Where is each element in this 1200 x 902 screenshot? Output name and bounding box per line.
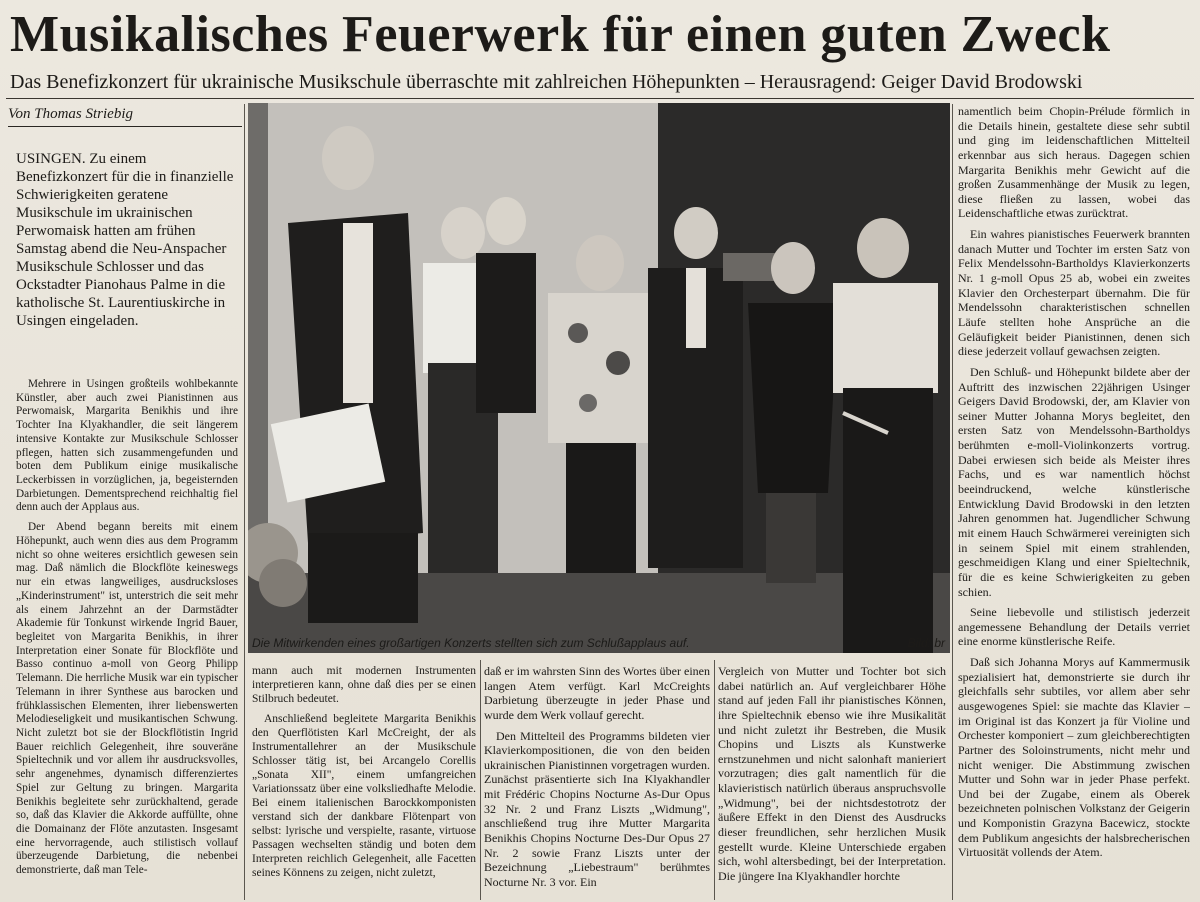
- column-divider: [480, 660, 481, 900]
- column-2-paragraph: Anschließend begleitete Margarita Benikhis den Querflötisten Karl McCreight, der als Instrumentallehrer an der Musikschule Schlosser tätig ist, bei Arcangelo Corellis „Sonata XII", einem umfangreichen Variationssatz über eine volksliedhafte Melodie. Bei einem italienischen Barockkomponisten verstand sich der dankbare Flötenpart von selbst: lyrische und verspielte, rasante, virtuose Passagen wechselten ständig und boten dem Interpreten reichlich Gelegenheit, alle Facetten seines Könnens zu zeigen, nicht zuletzt,: [252, 713, 476, 880]
- column-5-paragraph: Daß sich Johanna Morys auf Kammermusik spezialisiert hat, demonstrierte sie durch ihr gleichfalls sehr subtiles, vor allem aber sehr ausgewogenes Spiel: sie machte das Klavier – im Original ist das Konzert ja für Violine und Orchester komponiert – zum gleichberechtigten Partner des Soloinstruments, nicht mehr und nicht weniger. Die Abstimmung zwischen Mutter und Sohn war in jeder Phase perfekt. Und bei der Zugabe, einem als Oberek bezeichneten polnischen Volkstanz der Geigerin und Komponistin Grazyna Bacewicz, stockte dem Publikum angesichts der halsbrecherischen Virtuosität vollends der Atem.: [958, 655, 1190, 860]
- column-5-paragraph: Den Schluß- und Höhepunkt bildete aber der Auftritt des inzwischen 22jährigen Usinger Geigers David Brodowski, der, am Klavier von seiner Mutter Johanna Morys begleitet, den ersten Satz von Mendelssohn-Bartholdys berühmten e-moll-Violinkonzerts vortrug. Dabei erwiesen sich beide als Meister ihres Fachs, und es war namentlich höchst beeindruckend, welche künstlerische Entwicklung David Brodowski in den letzten Jahren genommen hat. Jugendlicher Schwung mit einem Hauch Schwärmerei vereinigten sich in seinem Spiel mit einem strahlenden, geschmeidigen Klang und einer Spieltechnik, für die es keine Schwierigkeiten zu geben schien.: [958, 364, 1190, 599]
- column-1-paragraph: Mehrere in Usingen großteils wohlbekannte Künstler, aber auch zwei Pianistinnen aus Perwomaisk, Margarita Benikhis und ihre Tochter Ina Klyakhandler, die seit längerem intensive Kontakte zur Musikschule Schlosser pflegen, hatten sich zusammengefunden und boten dem Publikum einige musikalische Leckerbissen in vorzüglichen, ja, begeisternden Darbietungen. Dementsprechend reichhaltig fiel denn auch der Applaus aus.: [16, 378, 238, 514]
- column-5: [958, 104, 1190, 898]
- column-3-paragraph: daß er im wahrsten Sinn des Wortes über einen langen Atem verfügt. Karl McCreights Darbietung überzeugte in jeder Phase und wurde dem Werk vollauf gerecht.: [484, 664, 710, 722]
- header-rule: [6, 98, 1194, 99]
- column-5-paragraph: Ein wahres pianistisches Feuerwerk brannten danach Mutter und Tochter im ersten Satz von Felix Mendelssohn-Bartholdys Klavierkonzerts Nr. 1 g-moll Opus 25 ab, wobei ein zweites Klavier den Orchesterpart übernahm. Die für Mendelssohn charakteristischen schnellen Läufe stellten hohe Ansprüche an die Geläufigkeit beider Pianistinnen, denen sich diese jederzeit vollauf gewachsen zeigten.: [958, 227, 1190, 359]
- headline: Musikalisches Feuerwerk für einen guten Zweck: [10, 6, 1111, 63]
- column-3-paragraph: Den Mittelteil des Programms bildeten vier Klavierkompositionen, die von den beiden ukrainischen Pianistinnen vorgetragen wurden. Zunächst präsentierte sich Ina Klyakhandler mit Frédéric Chopins Nocturne As-Dur Opus 32 Nr. 2 und Franz Liszts „Widmung", anschließend trug ihre Mutter Margarita Benikhis Chopins Nocturne Des-Dur Opus 27 Nr. 2 sowie Franz Liszts unter der Bezeichnung „Liebestraum" berühmtes Nocturne Nr. 3 vor. Ein: [484, 728, 710, 889]
- column-3: [484, 664, 710, 898]
- column-divider: [952, 104, 953, 900]
- photo-performers-graphic: [248, 103, 950, 653]
- column-4-paragraph: Vergleich von Mutter und Tochter bot sich dabei natürlich an. Auf vergleichbarer Höhe stand auf jeden Fall ihr pianistisches Können, ihre Spieltechnik ebenso wie ihre Musikalität und nicht zuletzt ihr Bestreben, die Musik Chopins und Liszts als Kunstwerke ernstzunehmen und nicht salonhaft manieriert vorzutragen; dies galt namentlich für die klavieristisch natürlich überaus anspruchsvolle „Widmung", bei der nichtsdestotrotz der äußere Effekt in den Dienst des Ausdrucks dieser freundlichen, sehr herzlichen Musik gestellt wurde. Kleine Unterschiede ergaben sich, wohl altersbedingt, bei der Interpretation. Die jüngere Ina Klyakhandler horchte: [718, 664, 946, 883]
- photo-caption: Die Mitwirkenden eines großartigen Konzerts stellten sich zum Schlußapplaus auf.: [252, 636, 690, 650]
- intro-paragraph: USINGEN. Zu einem Benefizkonzert für die in finanzielle Schwierigkeiten geratene Musikschule im ukrainischen Perwomaisk hatten am frühen Samstag abend die Neu-Anspacher Musikschule Schlosser und das Ockstadter Pianohaus Palme in die katholische St. Laurentiuskirche in Usingen eingeladen.: [16, 151, 234, 329]
- author-byline: Von Thomas Striebig: [8, 104, 242, 127]
- column-2-paragraph: mann auch mit modernen Instrumenten interpretieren kann, ohne daß dies per se einen Stilbruch bedeutet.: [252, 665, 476, 706]
- column-4: [718, 664, 946, 898]
- subheadline: Das Benefizkonzert für ukrainische Musikschule überraschte mit zahlreichen Höhepunkten – Herausragend: Geiger David Brodowski: [10, 71, 1083, 93]
- column-5-paragraph: namentlich beim Chopin-Prélude förmlich in die Details hinein, gestaltete diese sehr subtil und ging im leidenschaftlichen Mittelteil erkennbar aus sich heraus. Dagegen schien Margarita Benikhis mehr Gewicht auf die großen Zusammenhänge der Musik zu legen, diese fließen zu lassen, wobei das Leidenschaftliche etwas zurücktrat.: [958, 104, 1190, 221]
- column-5-paragraph: Seine liebevolle und stilistisch jederzeit angemessene Behandlung der Details verriet eine enorme künstlerische Reife.: [958, 605, 1190, 649]
- photo-credit: Bild: br: [907, 636, 945, 650]
- concert-photo: [248, 103, 950, 653]
- column-1-paragraph: Der Abend begann bereits mit einem Höhepunkt, auch wenn dies aus dem Programm nicht so ohne weiteres ersichtlich gewesen sein mag. Daß nämlich die Blockflöte keineswegs nur ein etwas langweiliges, ausdrucksloses „Kinderinstrument" ist, unterstrich die seit mehr als einem Jahrzehnt an der Darmstädter Akademie für Tonkunst wirkende Ingrid Bauer, begleitet von Margarita Benikhis, in ihrer Interpretation einer Sonate für Blockflöte und Basso continuo a-moll von Georg Philipp Telemann. Die herrliche Musik war ein typischer Telemann in ihrer Synthese aus barocken und frühklassischen Elementen, ihrer liebenswerten Melodieseligkeit und musikantischen Schwung. Nicht zuletzt bot sie der Blockflötistin Ingrid Bauer reichlich Gelegenheit, ihre souveräne Spieltechnik und vor allem ihr ausdrucksvolles, sehr angenehmes, dynamisch differenziertes Spiel zur Geltung zu bringen. Margarita Benikhis begleitete sehr zurückhaltend, gerade so, daß das Klavier die Akkorde auffüllte, ohne die Domainanz der Flöte anzutasten. Insgesamt eine hervorragende, auch stilistisch vollauf überzeugende Darbietung, die nebenbei demonstrierte, daß man Tele-: [16, 521, 238, 877]
- column-1: [16, 378, 238, 898]
- column-divider: [714, 660, 715, 900]
- column-divider: [244, 104, 245, 900]
- column-2: [252, 664, 476, 898]
